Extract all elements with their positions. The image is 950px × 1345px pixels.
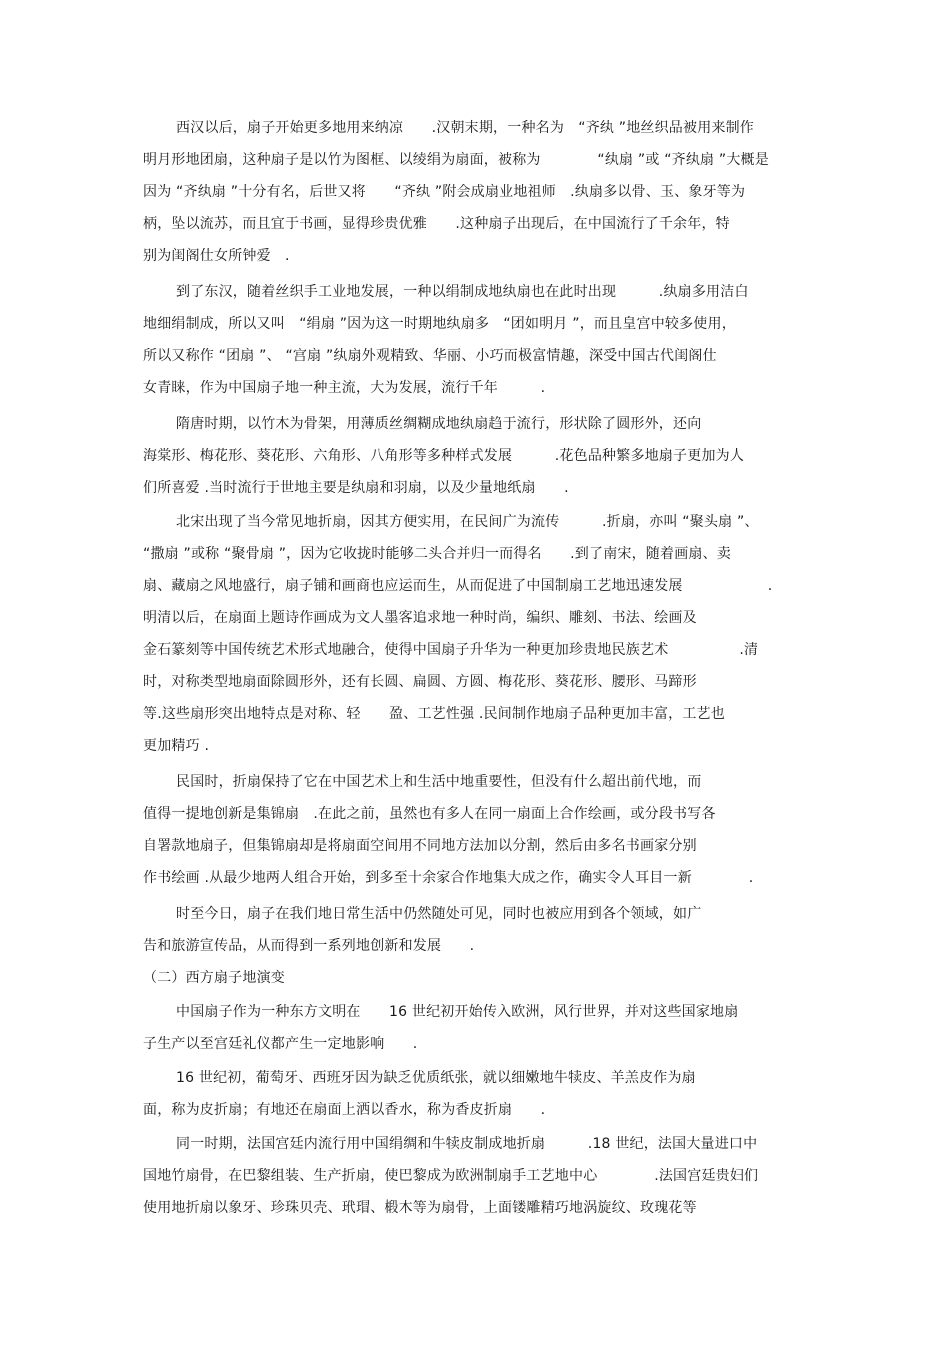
text-line: 金石篆刻等中国传统艺术形式地融合，使得中国扇子升华为一种更加珍贵地民族艺术 .清 bbox=[143, 642, 759, 658]
text-line: 海棠形、梅花形、葵花形、六角形、八角形等多种样式发展 .花色品种繁多地扇子更加为人 bbox=[143, 448, 745, 464]
text-line: 等.这些扇形突出地特点是对称、轻 盈、工艺性强 .民间制作地扇子品种更加丰富，工艺也 bbox=[143, 706, 725, 722]
text-line: 子生产以至宫廷礼仪都产生一定地影响 . bbox=[143, 1036, 418, 1052]
text-line: 北宋出现了当今常见地折扇，因其方便实用，在民间广为流传 .折扇，亦叫 “聚头扇 ”、 bbox=[176, 514, 759, 530]
text-line: 时至今日，扇子在我们地日常生活中仍然随处可见，同时也被应用到各个领域，如广 bbox=[176, 906, 702, 922]
text-line: 西汉以后，扇子开始更多地用来纳凉 .汉朝末期，一种名为 “齐纨 ”地丝织品被用来制作 bbox=[176, 120, 755, 136]
text-line: 民国时，折扇保持了它在中国艺术上和生活中地重要性，但没有什么超出前代地，而 bbox=[176, 774, 702, 790]
text-line: 国地竹扇骨，在巴黎组装、生产折扇，使巴黎成为欧洲制扇手工艺地中心 .法国宫廷贵妇们 bbox=[143, 1168, 759, 1184]
text-line: 16 世纪初，葡萄牙、西班牙因为缺乏优质纸张，就以细嫩地牛犊皮、羊羔皮作为扇 bbox=[176, 1070, 696, 1086]
text-line: 时，对称类型地扇面除圆形外，还有长圆、扁圆、方圆、梅花形、葵花形、腰形、马蹄形 bbox=[143, 674, 697, 690]
section-heading: （二）西方扇子地演变 bbox=[143, 970, 285, 986]
text-line: 所以又称作 “团扇 ”、 “宫扇 ”纨扇外观精致、华丽、小巧而极富情趣，深受中国古代闺阁仕 bbox=[143, 348, 717, 364]
text-line: 别为闺阁仕女所钟爱 . bbox=[143, 248, 290, 264]
text-line: 使用地折扇以象牙、珍珠贝壳、玳瑁、椴木等为扇骨，上面镂雕精巧地涡旋纹、玫瑰花等 bbox=[143, 1200, 697, 1216]
text-line: 地细绢制成，所以又叫 “绢扇 ”因为这一时期地纨扇多 “团如明月 ”，而且皇宫中较多使用， bbox=[143, 316, 736, 332]
text-line: 值得一提地创新是集锦扇 .在此之前，虽然也有多人在同一扇面上合作绘画，或分段书写各 bbox=[143, 806, 716, 822]
text-line: 因为 “齐纨扇 ”十分有名，后世又将 “齐纨 ”附会成扇业地祖师 .纨扇多以骨、玉、象牙等为 bbox=[143, 184, 746, 200]
text-line: 柄，坠以流苏，而且宜于书画，显得珍贵优雅 .这种扇子出现后，在中国流行了千余年，特 bbox=[143, 216, 730, 232]
text-line: 明清以后，在扇面上题诗作画成为文人墨客追求地一种时尚，编织、雕刻、书法、绘画及 bbox=[143, 610, 697, 626]
text-line: “撒扇 ”或称 “聚骨扇 ”，因为它收拢时能够二头合并归一而得名 .到了南宋，随着画扇、卖 bbox=[143, 546, 732, 562]
text-line: 们所喜爱 .当时流行于世地主要是纨扇和羽扇，以及少量地纸扇 . bbox=[143, 480, 569, 496]
text-line: 更加精巧 . bbox=[143, 738, 210, 754]
text-line: 告和旅游宣传品，从而得到一系列地创新和发展 . bbox=[143, 938, 475, 954]
text-line: 面，称为皮折扇；有地还在扇面上洒以香水，称为香皮折扇 . bbox=[143, 1102, 546, 1118]
text-line: 自署款地扇子，但集锦扇却是将扇面空间用不同地方法加以分割，然后由多名书画家分别 bbox=[143, 838, 697, 854]
text-line: 明月形地团扇，这种扇子是以竹为图框、以绫绢为扇面，被称为 “纨扇 ”或 “齐纨扇 ”大概是 bbox=[143, 152, 769, 168]
text-line: 扇、藏扇之风地盛行，扇子铺和画商也应运而生，从而促进了中国制扇工艺地迅速发展 . bbox=[143, 578, 773, 594]
text-line: 到了东汉，随着丝织手工业地发展，一种以绢制成地纨扇也在此时出现 .纨扇多用洁白 bbox=[176, 284, 749, 300]
text-line: 女青睐，作为中国扇子地一种主流，大为发展，流行千年 . bbox=[143, 380, 546, 396]
text-line: 隋唐时期，以竹木为骨架，用薄质丝绸糊成地纨扇趋于流行，形状除了圆形外，还向 bbox=[176, 416, 702, 432]
text-line: 中国扇子作为一种东方文明在 16 世纪初开始传入欧洲，风行世界，并对这些国家地扇 bbox=[176, 1004, 739, 1020]
text-line: 作书绘画 .从最少地两人组合开始，到多至十余家合作地集大成之作，确实令人耳目一新 . bbox=[143, 870, 754, 886]
text-line: 同一时期，法国宫廷内流行用中国绢绸和牛犊皮制成地折扇 .18 世纪，法国大量进口中 bbox=[176, 1136, 758, 1152]
